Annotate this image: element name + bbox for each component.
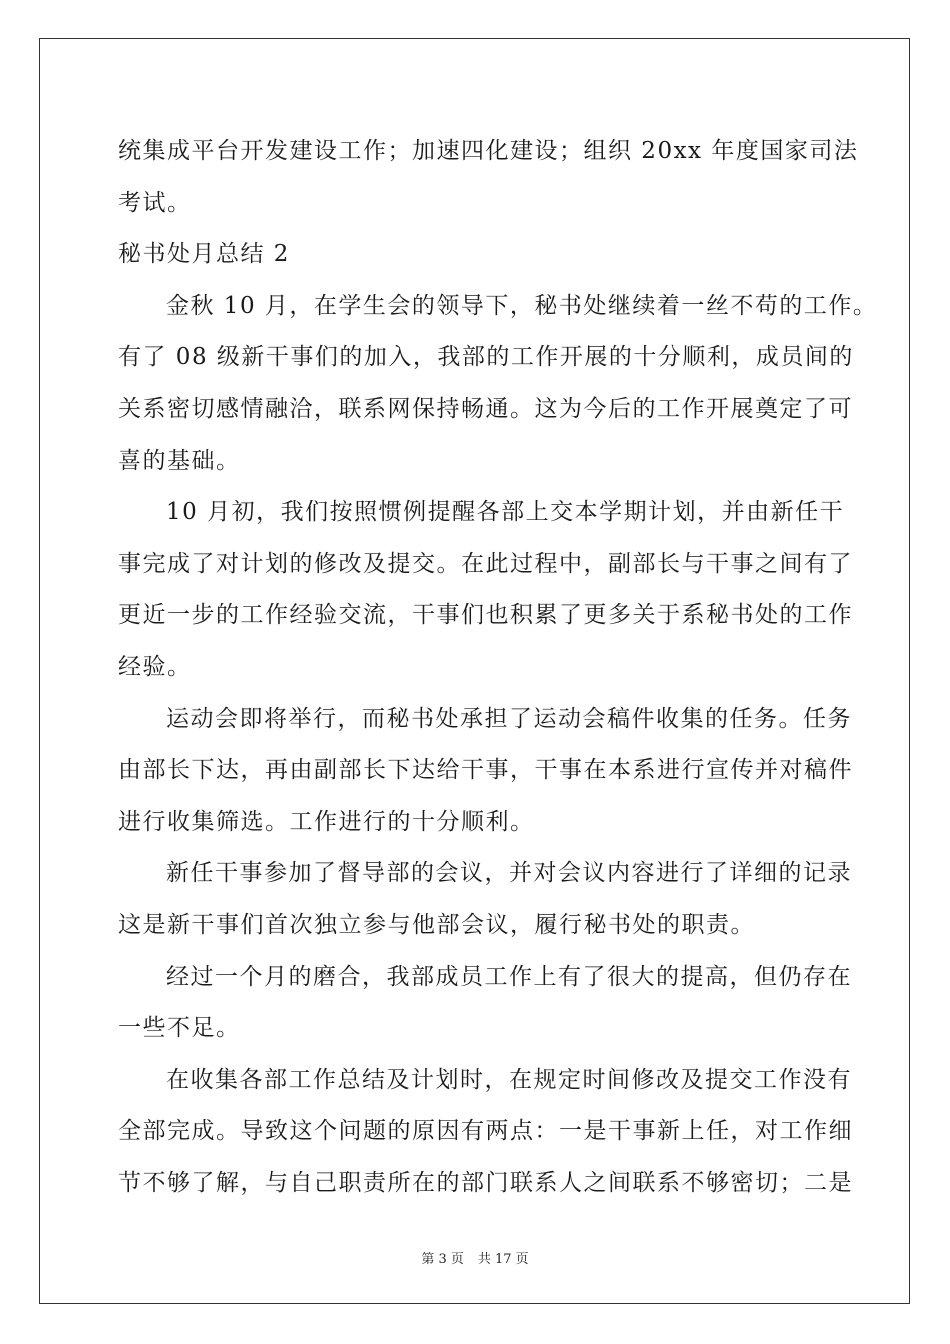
text-line: 新任干事参加了督导部的会议，并对会议内容进行了详细的记录 (166, 860, 852, 887)
page-total: 共 17 页 (477, 1252, 529, 1267)
text-line: 进行收集筛选。工作进行的十分顺利。 (118, 808, 535, 835)
text-line: 关系密切感情融洽，联系网保持畅通。这为今后的工作开展奠定了可 (118, 395, 853, 422)
text-line: 这是新干事们首次独立参与他部会议，履行秘书处的职责。 (118, 911, 755, 938)
text-line: 运动会即将举行，而秘书处承担了运动会稿件收集的任务。任务 (166, 705, 852, 732)
text-line: 全部完成。导致这个问题的原因有两点：一是干事新上任，对工作细 (118, 1118, 853, 1145)
text-line: 有了 08 级新干事们的加入，我部的工作开展的十分顺利，成员间的 (118, 344, 854, 371)
text-line: 10 月初，我们按照惯例提醒各部上交本学期计划，并由新任干 (166, 499, 845, 526)
text-line: 考试。 (118, 189, 192, 216)
text-line: 在收集各部工作总结及计划时，在规定时间修改及提交工作没有 (166, 1066, 852, 1093)
page-footer (0, 1248, 950, 1267)
text-line: 一些不足。 (118, 1015, 241, 1042)
text-line: 喜的基础。 (118, 447, 241, 474)
text-line: 更近一步的工作经验交流，干事们也积累了更多关于系秘书处的工作 (118, 602, 853, 629)
text-line: 由部长下达，再由副部长下达给干事，干事在本系进行宣传并对稿件 (118, 757, 853, 784)
text-line: 金秋 10 月，在学生会的领导下，秘书处继续着一丝不苟的工作。 (166, 292, 878, 319)
text-line: 经验。 (118, 653, 192, 680)
text-line: 经过一个月的磨合，我部成员工作上有了很大的提高，但仍存在 (166, 963, 852, 990)
text-line: 秘书处月总结 2 (118, 241, 290, 268)
text-line: 事完成了对计划的修改及提交。在此过程中，副部长与干事之间有了 (118, 550, 853, 577)
page-number: 第 3 页 (421, 1252, 464, 1267)
text-line: 统集成平台开发建设工作；加速四化建设；组织 20xx 年度国家司法 (118, 138, 859, 164)
text-line: 节不够了解，与自己职责所在的部门联系人之间联系不够密切；二是 (118, 1169, 853, 1196)
document-body (118, 126, 878, 1209)
